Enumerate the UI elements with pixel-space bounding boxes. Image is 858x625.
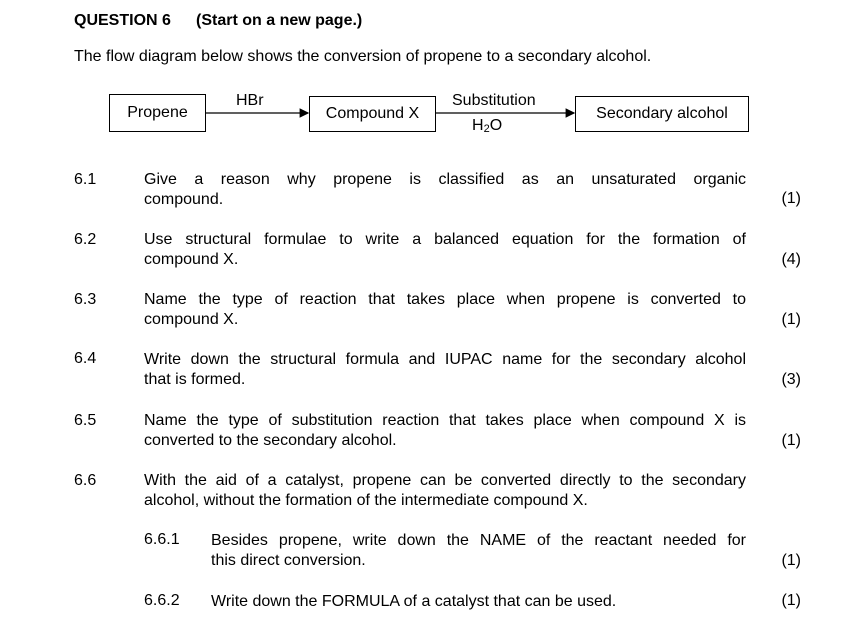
question-marks: (1)	[781, 311, 801, 328]
subquestion-marks: (1)	[781, 552, 801, 569]
question-marks: (1)	[781, 432, 801, 449]
question-number: 6.3	[74, 291, 97, 308]
question-number: 6.5	[74, 412, 97, 429]
question-text: With the aid of a catalyst, propene can be converted directly to the secondary alcohol, without the formation of the intermediate compound X.	[144, 472, 746, 509]
question-marks: (4)	[781, 251, 801, 268]
question-marks: (3)	[781, 371, 801, 388]
question-number: 6.6	[74, 472, 97, 489]
substitution-label: Substitution	[452, 92, 536, 109]
question-text: Use structural formulae to write a balanced equation for the formation of compound X.	[144, 231, 746, 268]
question-text: Name the type of substitution reaction that takes place when compound X is converted to the secondary alcohol.	[144, 412, 746, 449]
subquestion-number: 6.6.2	[144, 592, 180, 609]
subquestion-marks: (1)	[781, 592, 801, 609]
question-number: 6.1	[74, 171, 97, 188]
question-heading-note: (Start on a new page.)	[196, 12, 363, 29]
subquestion-text: Besides propene, write down the NAME of the reactant needed for this direct conversion.	[211, 532, 746, 569]
secondary-alcohol-box: Secondary alcohol	[575, 96, 749, 132]
reagent-hbr-label: HBr	[236, 92, 264, 109]
question-heading: QUESTION 6	[74, 12, 171, 29]
intro-text: The flow diagram below shows the conversion of propene to a secondary alcohol.	[74, 48, 652, 65]
compound-x-box: Compound X	[309, 96, 436, 132]
question-number: 6.2	[74, 231, 97, 248]
question-text: Name the type of reaction that takes place when propene is converted to compound X.	[144, 291, 746, 328]
question-number: 6.4	[74, 350, 97, 367]
question-text: Give a reason why propene is classified as an unsaturated organic compound.	[144, 171, 746, 208]
subquestion-text: Write down the FORMULA of a catalyst that can be used.	[211, 593, 617, 610]
propene-box: Propene	[109, 94, 206, 132]
water-label: $H_2O$	[472, 117, 503, 135]
subquestion-number: 6.6.1	[144, 531, 180, 548]
question-marks: (1)	[781, 190, 801, 207]
question-text: Write down the structural formula and IUPAC name for the secondary alcohol that is formed.	[144, 351, 746, 388]
